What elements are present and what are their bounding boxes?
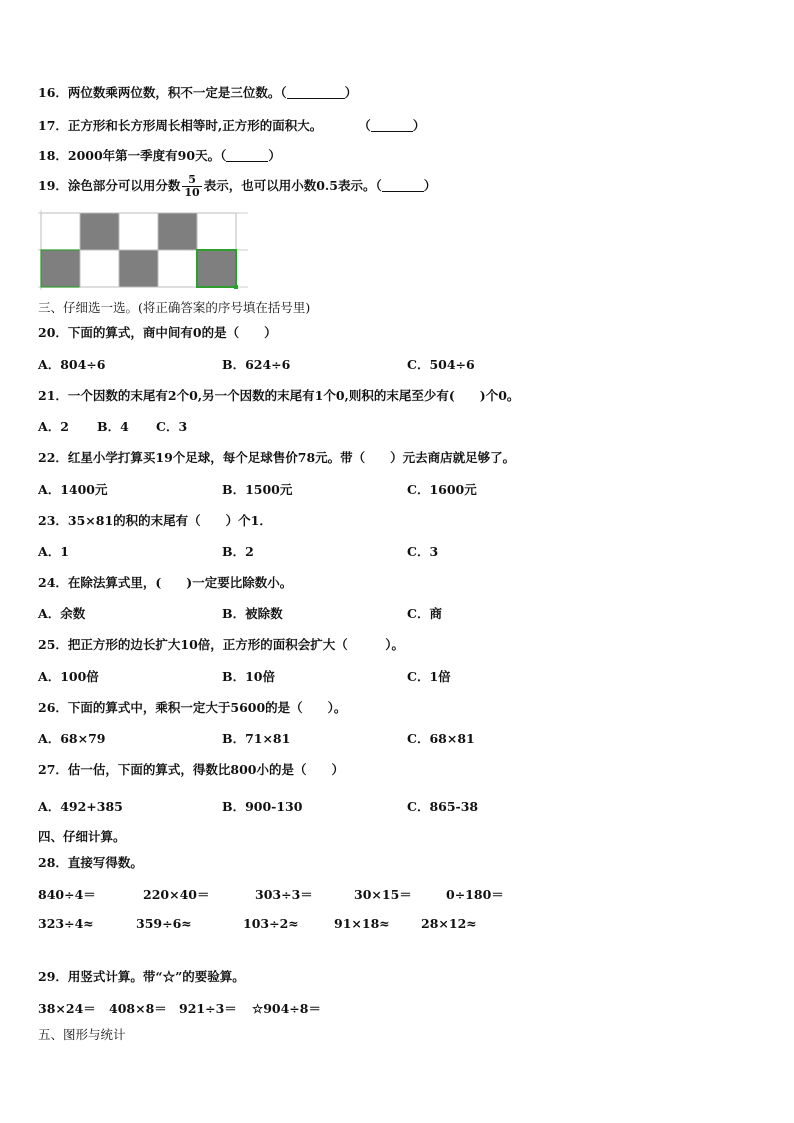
option-21-c[interactable]: C．3 xyxy=(156,419,188,434)
option-21-b[interactable]: B．4 xyxy=(97,419,129,434)
question-29: 29．用竖式计算。带“☆”的要验算。 xyxy=(38,969,245,984)
question-23: 23．35×81的积的末尾有（ ）个1． xyxy=(38,513,272,528)
fraction-5-10 xyxy=(182,174,201,199)
option-23-c[interactable]: C．3 xyxy=(407,544,439,559)
fraction-denominator: 10 xyxy=(184,186,200,199)
calc-item: 303÷3＝ xyxy=(255,887,313,902)
question-25: 25．把正方形的边长扩大10倍，正方形的面积会扩大（ ）。 xyxy=(38,637,405,652)
calc-item: 408×8＝ xyxy=(109,1001,167,1016)
option-20-a[interactable]: A．804÷6 xyxy=(38,357,106,372)
grid-cell-r2c2 xyxy=(80,250,119,287)
question-18-close: ） xyxy=(268,148,281,163)
calc-item: 103÷2≈ xyxy=(243,916,299,931)
section-3-heading: 三、仔细选一选。(将正确答案的序号填在括号里) xyxy=(38,300,311,315)
shaded-grid-figure xyxy=(38,210,248,290)
calc-item: ☆904÷8＝ xyxy=(252,1001,321,1016)
option-24-a[interactable]: A．余数 xyxy=(38,606,86,621)
calc-item: 0÷180＝ xyxy=(446,887,504,902)
calc-item: 840÷4＝ xyxy=(38,887,96,902)
option-25-c[interactable]: C．1倍 xyxy=(407,669,451,684)
question-19-prefix: 19．涂色部分可以用分数 xyxy=(38,178,181,193)
option-23-b[interactable]: B．2 xyxy=(222,544,254,559)
grid-cell-r1c5 xyxy=(197,213,236,250)
option-25-b[interactable]: B．10倍 xyxy=(222,669,275,684)
option-27-c[interactable]: C．865-38 xyxy=(407,799,479,814)
question-26: 26．下面的算式中，乘积一定大于5600的是（ ）。 xyxy=(38,700,347,715)
calc-item: 91×18≈ xyxy=(334,916,390,931)
answer-blank-18[interactable] xyxy=(226,149,268,162)
option-20-c[interactable]: C．504÷6 xyxy=(407,357,475,372)
grid-cell-r2c3-shaded xyxy=(119,250,158,287)
option-22-a[interactable]: A．1400元 xyxy=(38,482,108,497)
question-16 xyxy=(38,83,357,101)
grid-cell-r2c5-shaded xyxy=(197,250,236,287)
option-27-b[interactable]: B．900-130 xyxy=(222,799,303,814)
calc-item: 38×24＝ xyxy=(38,1001,96,1016)
answer-blank-19[interactable] xyxy=(382,179,424,192)
calc-item: 30×15＝ xyxy=(354,887,412,902)
calc-item: 323÷4≈ xyxy=(38,916,94,931)
option-21-a[interactable]: A．2 xyxy=(38,419,69,434)
calc-item: 220×40＝ xyxy=(143,887,210,902)
answer-blank-17[interactable] xyxy=(371,119,413,132)
calc-item: 28×12≈ xyxy=(421,916,477,931)
grid-cell-r1c2-shaded xyxy=(80,213,119,250)
question-17-close: ） xyxy=(412,118,426,133)
option-26-b[interactable]: B．71×81 xyxy=(222,731,291,746)
resize-handle xyxy=(234,285,238,289)
question-24: 24．在除法算式里，( )一定要比除数小。 xyxy=(38,575,293,590)
question-27: 27．估一估，下面的算式，得数比800小的是（ ） xyxy=(38,762,344,777)
option-20-b[interactable]: B．624÷6 xyxy=(222,357,291,372)
grid-cell-r1c4-shaded xyxy=(158,213,197,250)
question-16-close: ） xyxy=(344,85,358,100)
option-25-a[interactable]: A．100倍 xyxy=(38,669,99,684)
option-22-c[interactable]: C．1600元 xyxy=(407,482,477,497)
question-21: 21．一个因数的末尾有2个0,另一个因数的末尾有1个0,则积的末尾至少有( )个0。 xyxy=(38,388,520,403)
grid-cell-r1c3 xyxy=(119,213,158,250)
question-18 xyxy=(38,146,281,164)
section-5-heading: 五、图形与统计 xyxy=(38,1027,126,1042)
option-22-b[interactable]: B．1500元 xyxy=(222,482,293,497)
option-27-a[interactable]: A．492+385 xyxy=(38,799,123,814)
question-28: 28．直接写得数。 xyxy=(38,855,143,870)
grid-cell-r2c4 xyxy=(158,250,197,287)
calc-item: 921÷3＝ xyxy=(179,1001,237,1016)
question-19-suffix: 表示，也可以用小数0.5表示。（ xyxy=(203,178,382,193)
option-26-a[interactable]: A．68×79 xyxy=(38,731,106,746)
question-19 xyxy=(38,174,436,199)
question-17-open: （ xyxy=(358,118,371,133)
question-18-text: 18．2000年第一季度有90天。（ xyxy=(38,148,227,163)
fraction-numerator: 5 xyxy=(182,174,201,187)
question-19-close: ） xyxy=(423,178,437,193)
option-23-a[interactable]: A．1 xyxy=(38,544,69,559)
question-17-text: 17．正方形和长方形周长相等时,正方形的面积大。 xyxy=(38,118,323,133)
grid-cell-r2c1-shaded xyxy=(41,250,80,287)
question-22: 22．红星小学打算买19个足球，每个足球售价78元。带（ ）元去商店就足够了。 xyxy=(38,450,516,465)
option-26-c[interactable]: C．68×81 xyxy=(407,731,475,746)
question-16-text: 16．两位数乘两位数，积不一定是三位数。（ xyxy=(38,85,287,100)
calc-item: 359÷6≈ xyxy=(136,916,192,931)
answer-blank-16[interactable] xyxy=(287,86,345,99)
question-17 xyxy=(38,116,425,134)
grid-cell-r1c1 xyxy=(41,213,80,250)
question-20: 20．下面的算式，商中间有0的是（ ） xyxy=(38,325,277,340)
option-24-b[interactable]: B．被除数 xyxy=(222,606,283,621)
section-4-heading: 四、仔细计算。 xyxy=(38,829,126,844)
option-24-c[interactable]: C．商 xyxy=(407,606,442,621)
